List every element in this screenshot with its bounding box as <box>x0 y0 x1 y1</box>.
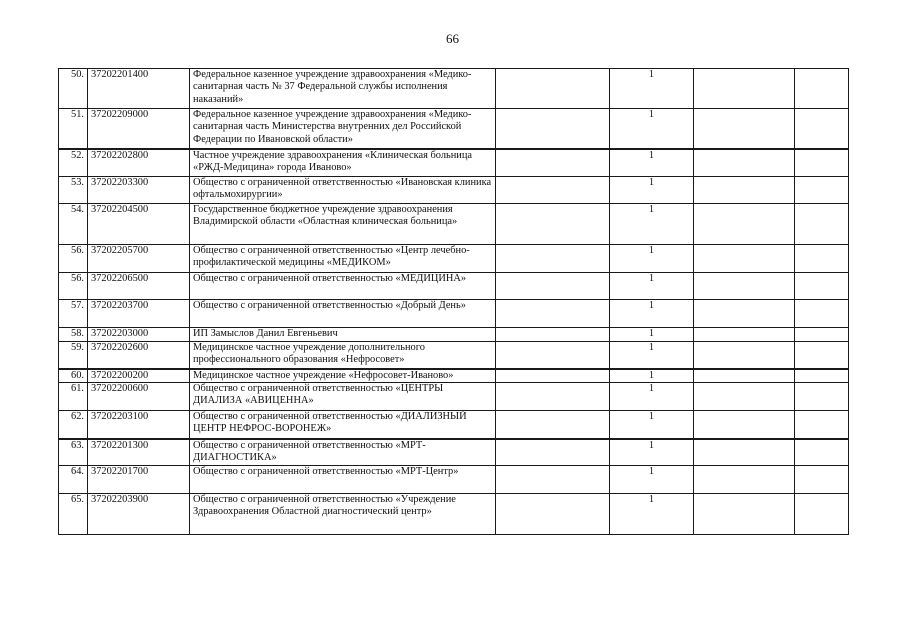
empty-cell <box>795 466 849 494</box>
org-code: 37202203900 <box>88 494 190 535</box>
org-code: 37202203000 <box>88 328 190 342</box>
row-number: 53. <box>59 177 88 204</box>
row-number: 52. <box>59 149 88 177</box>
quantity-cell: 1 <box>610 328 694 342</box>
org-name: Общество с ограниченной ответственностью «МРТ-Центр» <box>190 466 496 494</box>
org-name: Государственное бюджетное учреждение здравоохранения Владимирской области «Областная клиническая больница» <box>190 204 496 245</box>
empty-cell <box>694 204 795 245</box>
table-row <box>59 300 849 328</box>
row-number: 58. <box>59 328 88 342</box>
table-row <box>59 204 849 245</box>
row-number: 62. <box>59 411 88 439</box>
empty-cell <box>694 342 795 369</box>
empty-cell <box>795 245 849 273</box>
row-number: 61. <box>59 383 88 411</box>
table-row <box>59 411 849 439</box>
empty-cell <box>694 149 795 177</box>
empty-cell <box>694 466 795 494</box>
quantity-cell: 1 <box>610 177 694 204</box>
row-number: 57. <box>59 300 88 328</box>
table-row <box>59 69 849 109</box>
empty-cell <box>795 494 849 535</box>
empty-cell <box>496 466 610 494</box>
quantity-cell: 1 <box>610 245 694 273</box>
org-name: Общество с ограниченной ответственностью «Центр лечебно-профилактической медицины «МЕДИКОМ» <box>190 245 496 273</box>
empty-cell <box>496 328 610 342</box>
quantity-cell: 1 <box>610 494 694 535</box>
empty-cell <box>496 411 610 439</box>
org-name: Общество с ограниченной ответственностью «Ивановская клиника офтальмохирургии» <box>190 177 496 204</box>
table-row <box>59 273 849 300</box>
empty-cell <box>795 177 849 204</box>
empty-cell <box>694 328 795 342</box>
empty-cell <box>496 342 610 369</box>
org-name: Медицинское частное учреждение дополнительного профессионального образования «Нефросовет» <box>190 342 496 369</box>
empty-cell <box>496 369 610 383</box>
table-row <box>59 494 849 535</box>
table-row <box>59 369 849 383</box>
empty-cell <box>694 411 795 439</box>
empty-cell <box>694 245 795 273</box>
empty-cell <box>496 300 610 328</box>
empty-cell <box>795 273 849 300</box>
org-name: Общество с ограниченной ответственностью «МРТ-ДИАГНОСТИКА» <box>190 439 496 466</box>
quantity-cell: 1 <box>610 369 694 383</box>
table-row <box>59 149 849 177</box>
org-code: 37202205700 <box>88 245 190 273</box>
empty-cell <box>795 149 849 177</box>
table-row <box>59 383 849 411</box>
org-name: Общество с ограниченной ответственностью «ЦЕНТРЫ ДИАЛИЗА «АВИЦЕННА» <box>190 383 496 411</box>
empty-cell <box>795 439 849 466</box>
empty-cell <box>795 369 849 383</box>
empty-cell <box>496 177 610 204</box>
empty-cell <box>694 69 795 109</box>
row-number: 54. <box>59 204 88 245</box>
org-code: 37202204500 <box>88 204 190 245</box>
org-code: 37202202600 <box>88 342 190 369</box>
org-name: Федеральное казенное учреждение здравоохранения «Медико-санитарная часть Министерства внутренних дел Российской Федерации по Ивановской области» <box>190 109 496 149</box>
empty-cell <box>496 245 610 273</box>
row-number: 65. <box>59 494 88 535</box>
empty-cell <box>795 109 849 149</box>
org-name: Общество с ограниченной ответственностью «Добрый День» <box>190 300 496 328</box>
empty-cell <box>496 149 610 177</box>
row-number: 59. <box>59 342 88 369</box>
quantity-cell: 1 <box>610 204 694 245</box>
empty-cell <box>795 328 849 342</box>
empty-cell <box>496 109 610 149</box>
row-number: 56. <box>59 245 88 273</box>
empty-cell <box>795 342 849 369</box>
table-row <box>59 342 849 369</box>
table-row <box>59 328 849 342</box>
quantity-cell: 1 <box>610 439 694 466</box>
empty-cell <box>694 383 795 411</box>
org-code: 37202202800 <box>88 149 190 177</box>
empty-cell <box>795 300 849 328</box>
quantity-cell: 1 <box>610 411 694 439</box>
empty-cell <box>694 300 795 328</box>
org-name: Медицинское частное учреждение «Нефросовет-Иваново» <box>190 369 496 383</box>
quantity-cell: 1 <box>610 342 694 369</box>
org-name: Частное учреждение здравоохранения «Клиническая больница «РЖД-Медицина» города Иваново» <box>190 149 496 177</box>
empty-cell <box>694 273 795 300</box>
org-code: 37202201400 <box>88 69 190 109</box>
row-number: 64. <box>59 466 88 494</box>
empty-cell <box>694 109 795 149</box>
quantity-cell: 1 <box>610 300 694 328</box>
empty-cell <box>496 69 610 109</box>
row-number: 63. <box>59 439 88 466</box>
org-code: 37202206500 <box>88 273 190 300</box>
org-name: Общество с ограниченной ответственностью «ДИАЛИЗНЫЙ ЦЕНТР НЕФРОС-ВОРОНЕЖ» <box>190 411 496 439</box>
org-code: 37202200200 <box>88 369 190 383</box>
quantity-cell: 1 <box>610 466 694 494</box>
table-row <box>59 245 849 273</box>
table-row <box>59 109 849 149</box>
quantity-cell: 1 <box>610 109 694 149</box>
row-number: 56. <box>59 273 88 300</box>
org-code: 37202201700 <box>88 466 190 494</box>
empty-cell <box>496 273 610 300</box>
quantity-cell: 1 <box>610 383 694 411</box>
empty-cell <box>694 439 795 466</box>
org-name: Общество с ограниченной ответственностью «Учреждение Здравоохранения Областной диагностический центр» <box>190 494 496 535</box>
empty-cell <box>496 494 610 535</box>
org-code: 37202203700 <box>88 300 190 328</box>
row-number: 60. <box>59 369 88 383</box>
empty-cell <box>795 383 849 411</box>
org-code: 37202209000 <box>88 109 190 149</box>
table-row <box>59 439 849 466</box>
empty-cell <box>795 411 849 439</box>
org-code: 37202203300 <box>88 177 190 204</box>
empty-cell <box>795 69 849 109</box>
quantity-cell: 1 <box>610 149 694 177</box>
page-number: 66 <box>446 31 459 46</box>
empty-cell <box>694 369 795 383</box>
empty-cell <box>496 439 610 466</box>
org-name: ИП Замыслов Данил Евгеньевич <box>190 328 496 342</box>
org-code: 37202203100 <box>88 411 190 439</box>
row-number: 51. <box>59 109 88 149</box>
empty-cell <box>795 204 849 245</box>
empty-cell <box>496 383 610 411</box>
row-number: 50. <box>59 69 88 109</box>
org-name: Общество с ограниченной ответственностью «МЕДИЦИНА» <box>190 273 496 300</box>
org-name: Федеральное казенное учреждение здравоохранения «Медико-санитарная часть № 37 Федеральной службы исполнения наказаний» <box>190 69 496 109</box>
table-row <box>59 177 849 204</box>
empty-cell <box>694 177 795 204</box>
quantity-cell: 1 <box>610 273 694 300</box>
table-row <box>59 466 849 494</box>
org-code: 37202201300 <box>88 439 190 466</box>
empty-cell <box>496 204 610 245</box>
quantity-cell: 1 <box>610 69 694 109</box>
org-code: 37202200600 <box>88 383 190 411</box>
registry-table <box>58 68 849 535</box>
empty-cell <box>694 494 795 535</box>
